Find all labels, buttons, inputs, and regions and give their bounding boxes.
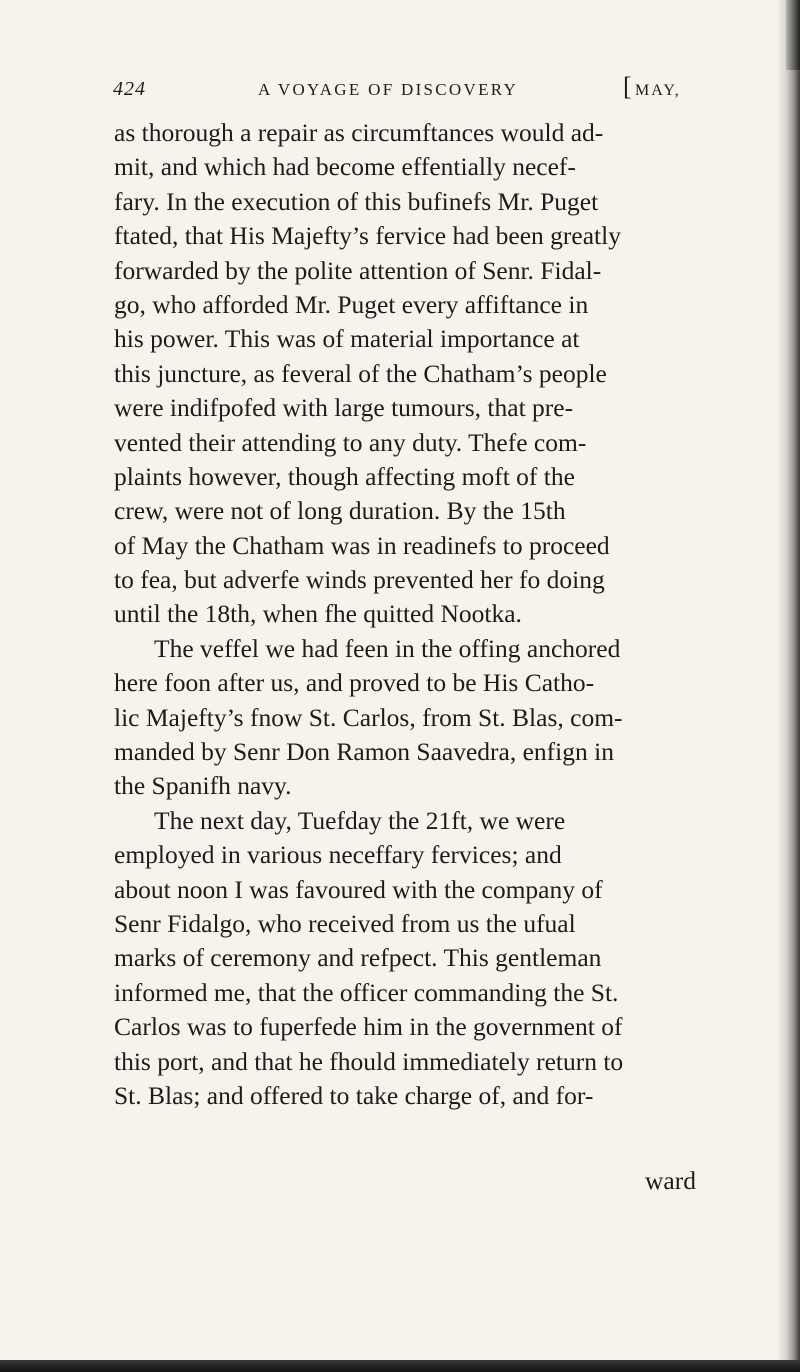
text-line: this juncture, as feveral of the Chatham’s people <box>114 358 607 388</box>
text-line: were indifpofed with large tumours, that pre- <box>114 393 574 423</box>
text-line: manded by Senr Don Ramon Saavedra, enfign in <box>114 737 614 767</box>
page-number: 424 <box>113 78 146 100</box>
text-line: his power. This was of material importance at <box>114 324 580 354</box>
text-line: St. Blas; and offered to take charge of, and for- <box>114 1080 594 1110</box>
text-line: of May the Chatham was in readinefs to proceed <box>114 530 610 560</box>
text-line: marks of ceremony and refpect. This gentleman <box>114 943 602 973</box>
header-bracket: [ <box>623 72 633 101</box>
text-line: employed in various neceffary fervices; and <box>114 840 562 870</box>
text-line: crew, were not of long duration. By the 15th <box>114 496 566 526</box>
page-bottom-edge <box>0 1360 800 1372</box>
body-text <box>114 116 716 1113</box>
paragraph-start-line: The veffel we had feen in the offing anchored <box>154 633 621 663</box>
text-line: vented their attending to any duty. Thefe com- <box>114 427 587 457</box>
text-line: about noon I was favoured with the company of <box>114 874 603 904</box>
running-header <box>113 72 681 108</box>
page-corner-shadow <box>786 0 800 70</box>
text-line: here foon after us, and proved to be His Catho- <box>114 668 595 698</box>
text-line: forwarded by the polite attention of Senr. Fidal- <box>114 255 602 285</box>
text-line: lic Majefty’s fnow St. Carlos, from St. Blas, com- <box>114 702 623 732</box>
page-edge-shadow <box>778 0 800 1372</box>
text-line: fary. In the execution of this bufinefs Mr. Puget <box>114 186 599 216</box>
text-line: to fea, but adverfe winds prevented her fo doing <box>114 565 605 595</box>
header-month: MAY, <box>635 82 681 99</box>
text-line: as thorough a repair as circumftances would ad- <box>114 118 604 147</box>
paragraph-start-line: The next day, Tuefday the 21ft, we were <box>154 805 566 835</box>
text-line: the Spanifh navy. <box>114 771 292 801</box>
text-line: this port, and that he fhould immediately return to <box>114 1046 624 1076</box>
text-line: go, who afforded Mr. Puget every affiftance in <box>114 289 589 319</box>
running-title: A VOYAGE OF DISCOVERY <box>258 80 519 99</box>
text-line: until the 18th, when fhe quitted Nootka. <box>114 599 522 629</box>
text-line: mit, and which had become effentially necef- <box>114 152 576 182</box>
text-line: Senr Fidalgo, who received from us the ufual <box>114 908 576 938</box>
text-line: informed me, that the officer commanding the St. <box>114 977 619 1007</box>
text-line: Carlos was to fuperfede him in the government of <box>114 1012 623 1042</box>
catchword: ward <box>645 1166 696 1195</box>
text-line: plaints however, though affecting moft of the <box>114 461 575 491</box>
text-line: ftated, that His Majefty’s fervice had been greatly <box>114 221 621 251</box>
